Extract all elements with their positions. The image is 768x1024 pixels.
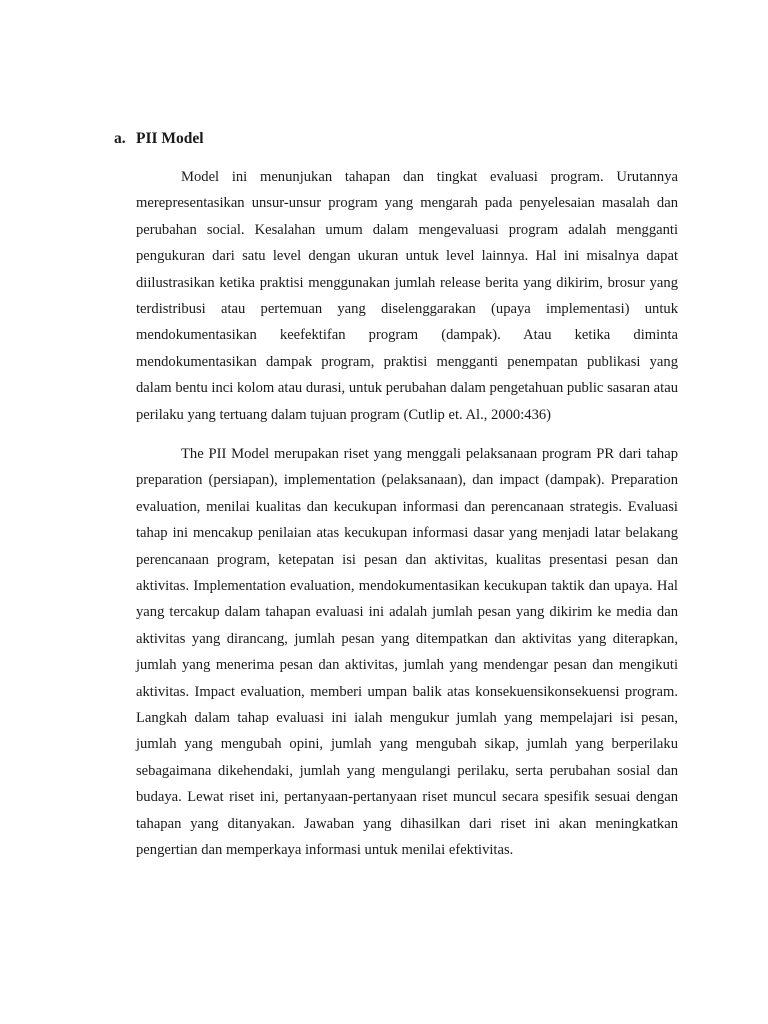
paragraph-2: The PII Model merupakan riset yang menggali pelaksanaan program PR dari tahap preparation (persiapan), implementation (pelaksanaan), dan impact (dampak). Preparation evaluation, menilai kualitas dan kecukupan informasi dan perencanaan strategis. Evaluasi tahap ini mencakup penilaian atas kecukupan informasi dasar yang menjadi latar belakang perencanaan program, ketepatan isi pesan dan aktivitas, kualitas presentasi pesan dan aktivitas. Implementation evaluation, mendokumentasikan kecukupan taktik dan upaya. Hal yang tercakup dalam tahapan evaluasi ini adalah jumlah pesan yang dikirim ke media dan aktivitas yang dirancang, jumlah pesan yang ditempatkan dan aktivitas yang diterapkan, jumlah yang menerima pesan dan aktivitas, jumlah yang mendengar pesan dan mengikuti aktivitas. Impact evaluation, memberi umpan balik atas konsekuensikonsekuensi program. Langkah dalam tahap evaluasi ini ialah mengukur jumlah yang mempelajari isi pesan, jumlah yang mengubah opini, jumlah yang mengubah sikap, jumlah yang berperilaku sebagaimana dikehendaki, jumlah yang mengulangi perilaku, serta perubahan sosial dan budaya. Lewat riset ini, pertanyaan-pertanyaan riset muncul secara spesifik sesuai dengan tahapan yang ditanyakan. Jawaban yang dihasilkan dari riset ini akan meningkatkan pengertian dan memperkaya informasi untuk menilai efektivitas. xyxy=(136,446,678,859)
paragraph-1: Model ini menunjukan tahapan dan tingkat evaluasi program. Urutannya merepresentasikan unsur-unsur program yang mengarah pada penyelesaian masalah dan perubahan social. Kesalahan umum dalam mengevaluasi program adalah mengganti pengukuran dari satu level dengan ukuran untuk level lainnya. Hal ini misalnya dapat diilustrasikan ketika praktisi menggunakan jumlah release berita yang dikirim, brosur yang terdistribusi atau pertemuan yang diselenggarakan (upaya implementasi) untuk mendokumentasikan keefektifan program (dampak). Atau ketika diminta mendokumentasikan dampak program, praktisi mengganti penempatan publikasi yang dalam bentu inci kolom atau durasi, untuk perubahan dalam pengetahuan public sasaran atau perilaku yang tertuang dalam tujuan program (Cutlip et. Al., 2000:436) xyxy=(136,169,678,423)
paragraph-block-2 xyxy=(136,441,678,864)
section-heading xyxy=(114,128,204,150)
section-marker: a. xyxy=(114,130,126,147)
paragraph-block-1 xyxy=(136,164,678,428)
section-title: PII Model xyxy=(136,130,204,147)
